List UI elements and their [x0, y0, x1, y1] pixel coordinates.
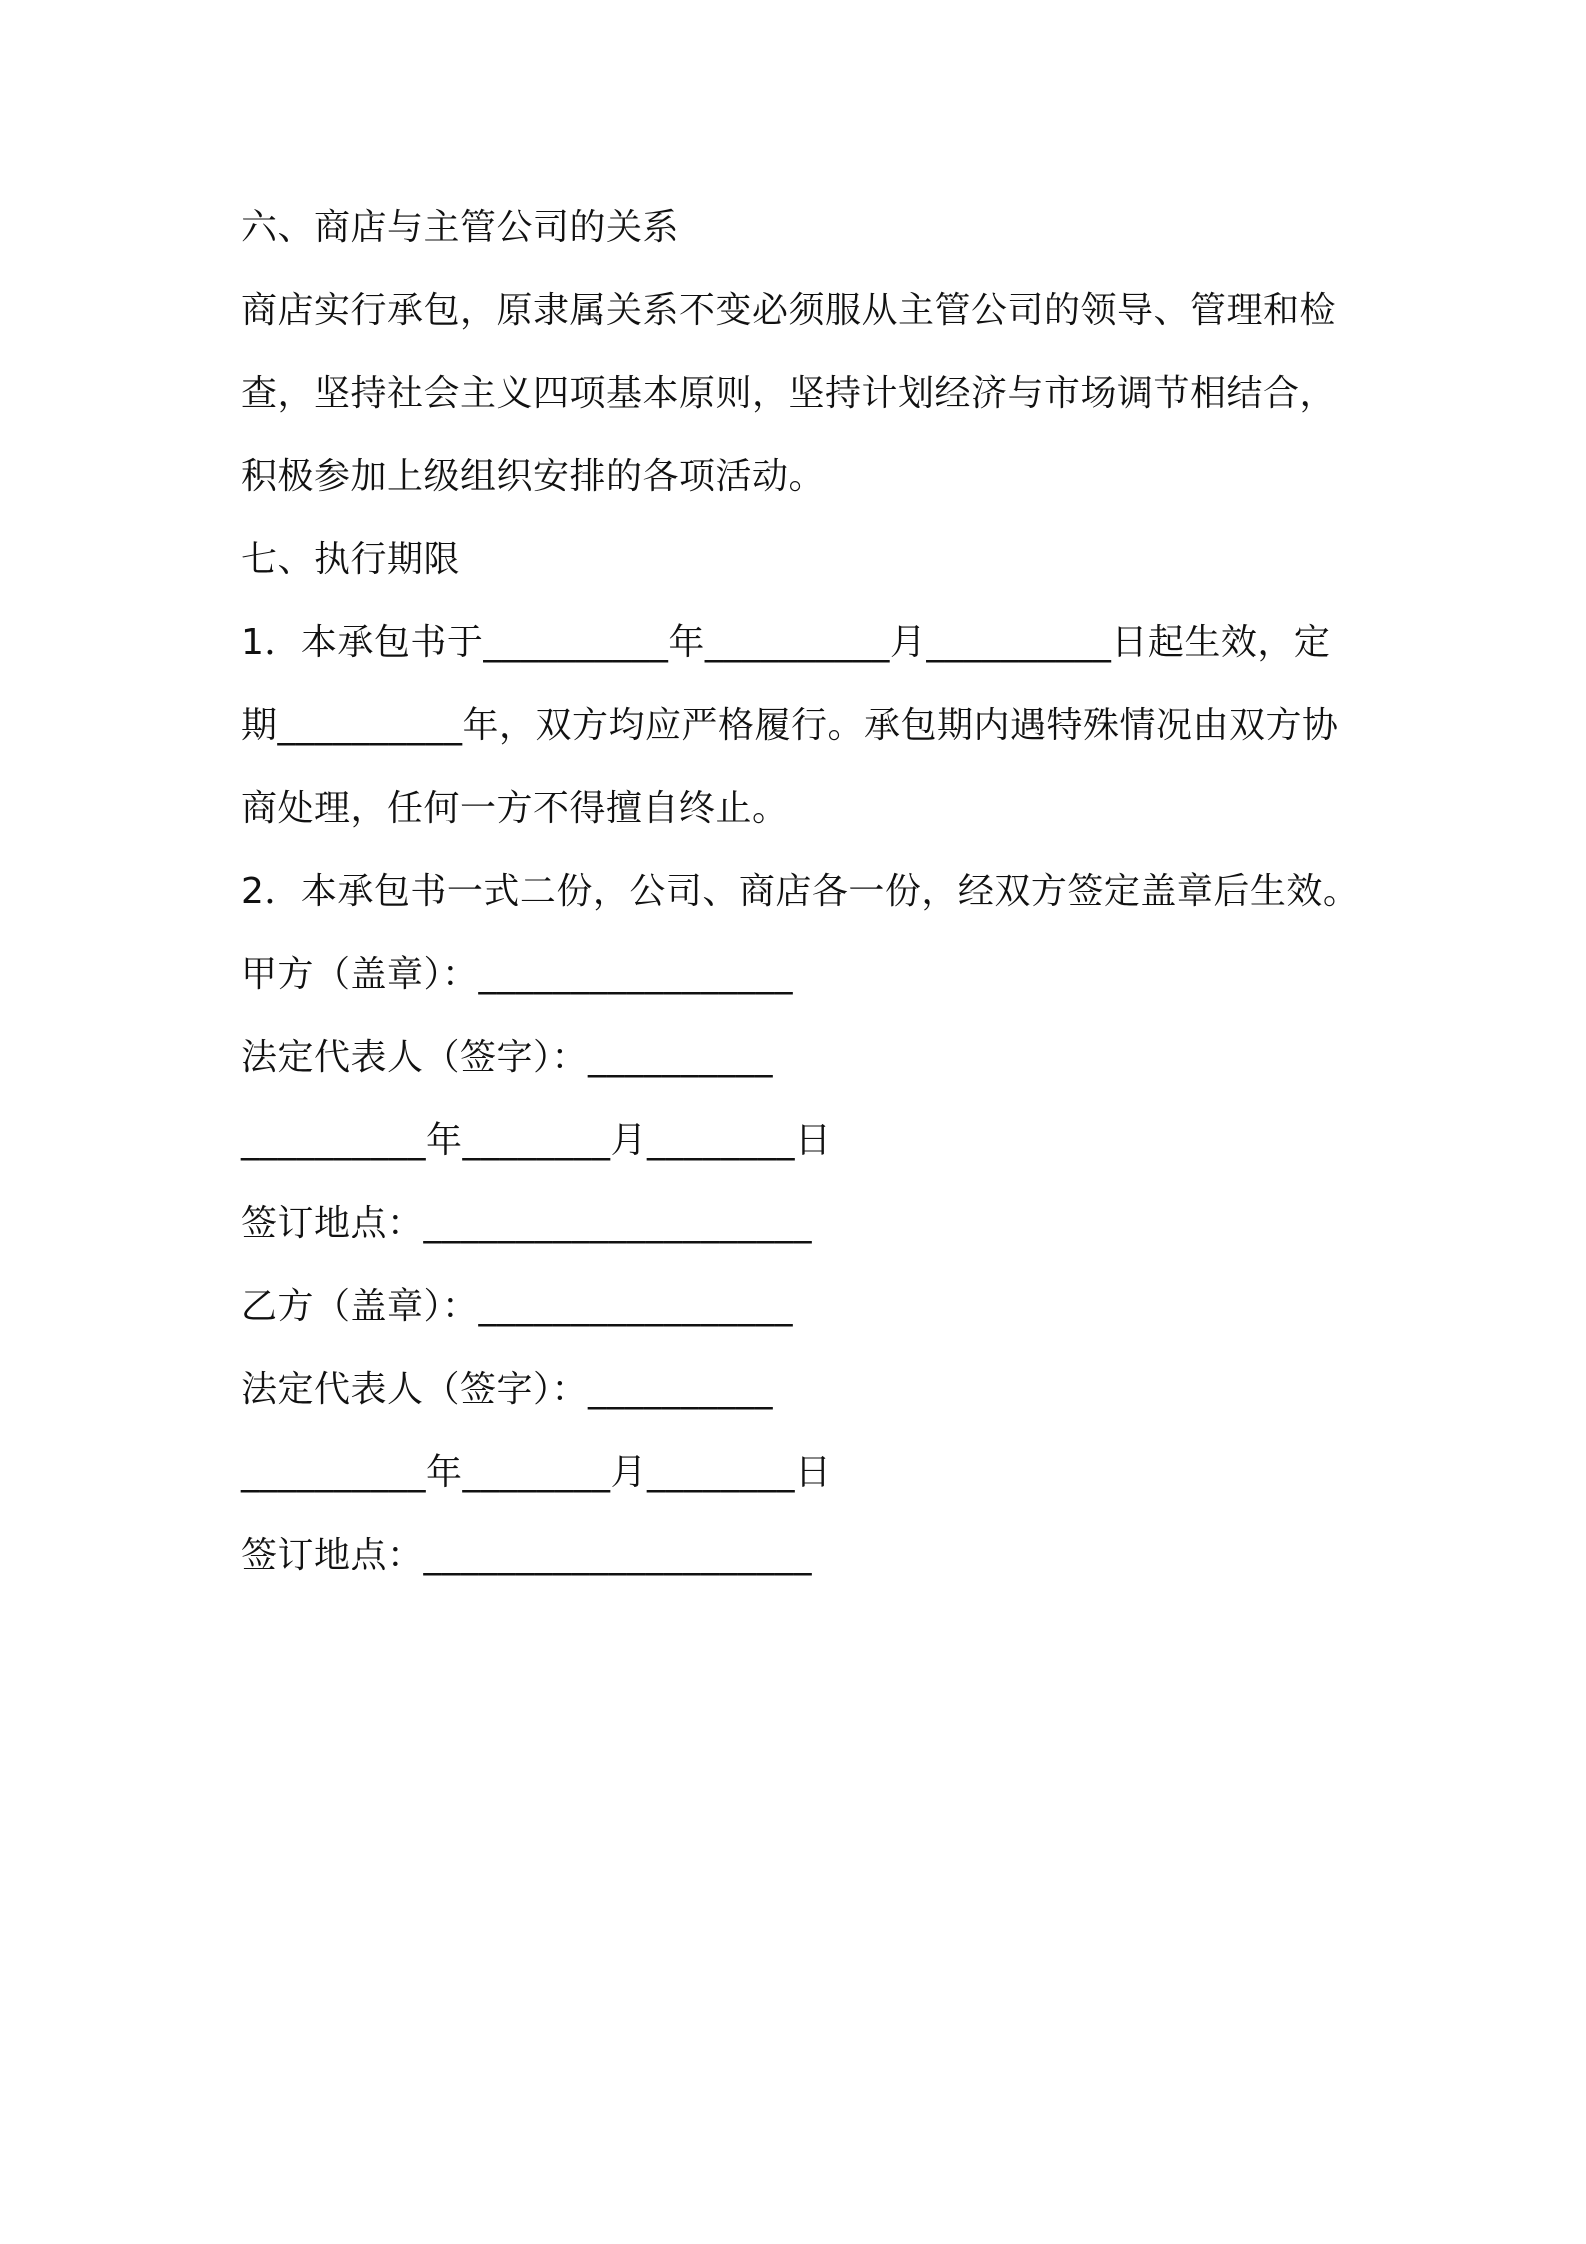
section-6-paragraph-line-1: 商店实行承包，原隶属关系不变必须服从主管公司的领导、管理和检 — [241, 290, 1337, 331]
clause-1-line-2: 期__________年，双方均应严格履行。承包期内遇特殊情况由双方协 — [241, 705, 1339, 746]
party-b-date-field: __________年________月________日 — [241, 1452, 832, 1493]
party-a-seal-field: 甲方（盖章）：_________________ — [241, 954, 794, 995]
party-a-place-field: 签订地点：_____________________ — [241, 1203, 813, 1244]
clause-1-line-3: 商处理，任何一方不得擅自终止。 — [241, 788, 789, 829]
party-b-place-field: 签订地点：_____________________ — [241, 1535, 813, 1576]
clause-2: 2．本承包书一式二份，公司、商店各一份，经双方签定盖章后生效。 — [241, 871, 1360, 912]
party-b-representative-field: 法定代表人（签字）：__________ — [241, 1369, 774, 1410]
section-6-paragraph-line-2: 查，坚持社会主义四项基本原则，坚持计划经济与市场调节相结合， — [241, 373, 1337, 414]
section-7-heading: 七、执行期限 — [241, 539, 461, 580]
party-a-date-field: __________年________月________日 — [241, 1120, 832, 1161]
party-a-representative-field: 法定代表人（签字）：__________ — [241, 1037, 774, 1078]
section-6-paragraph-line-3: 积极参加上级组织安排的各项活动。 — [241, 456, 826, 497]
clause-1-line-1: 1．本承包书于__________年__________月__________日起生效，定 — [241, 622, 1331, 663]
section-6-heading: 六、商店与主管公司的关系 — [241, 207, 680, 248]
party-b-seal-field: 乙方（盖章）：_________________ — [241, 1286, 794, 1327]
